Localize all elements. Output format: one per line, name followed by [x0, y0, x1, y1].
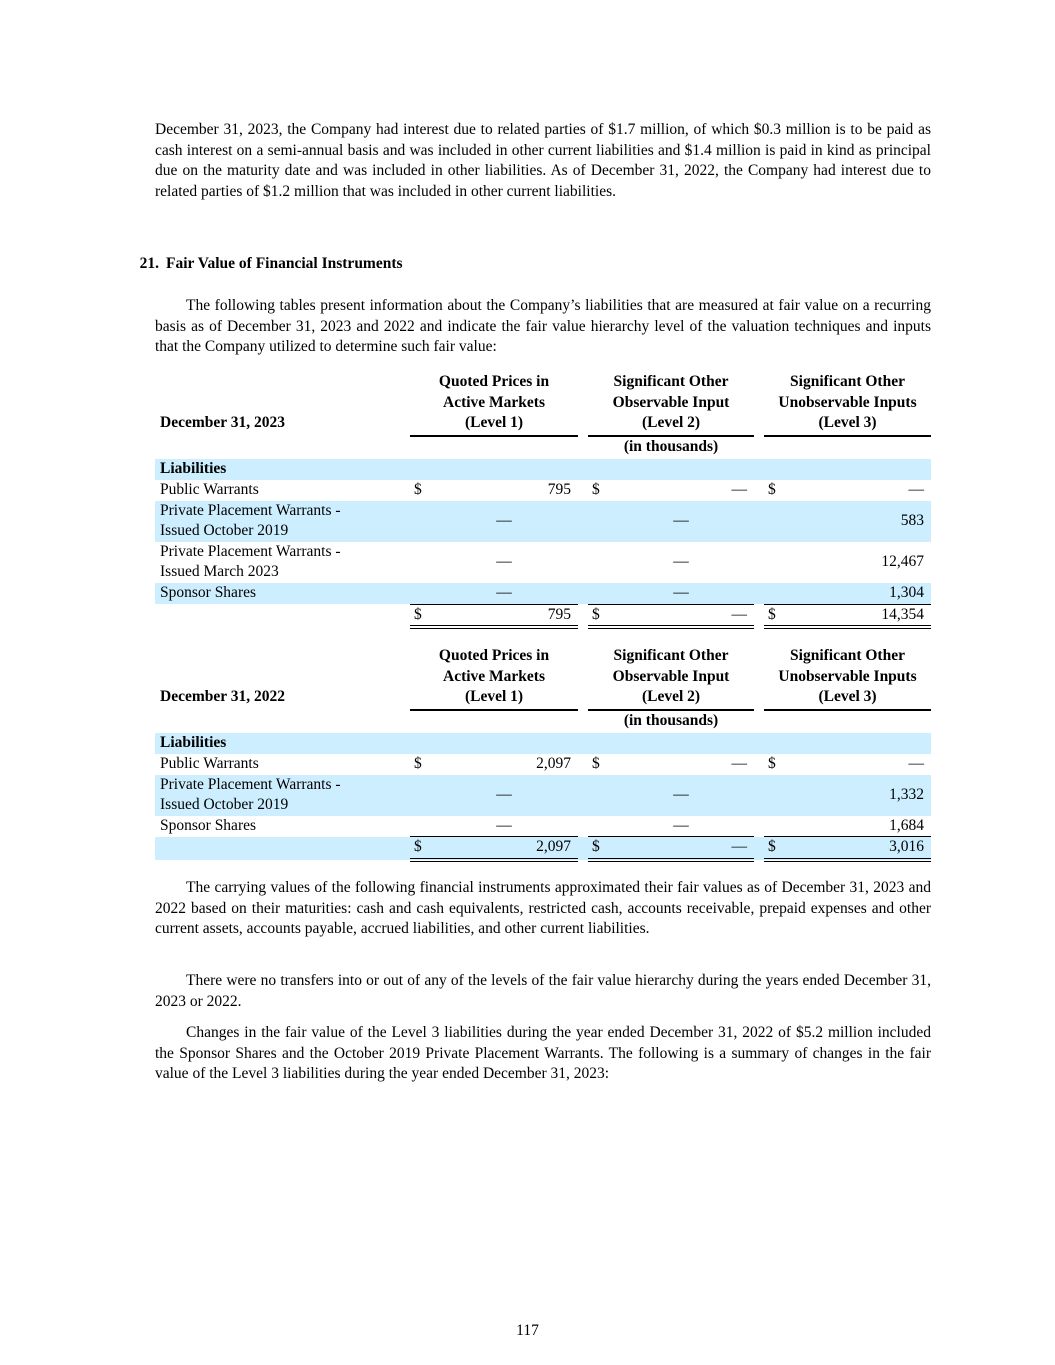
table-row: Private Placement Warrants - Issued October 2019 — — 583	[155, 501, 931, 542]
units-label: (in thousands)	[623, 437, 719, 455]
table-row: Sponsor Shares — — 1,304	[155, 583, 931, 604]
column-header-level1: Quoted Prices in Active Markets (Level 1)	[410, 646, 578, 710]
level3-changes-paragraph: Changes in the fair value of the Level 3 liabilities during the year ended December 31, 2022 of $5.2 million included the Sponsor Shares and the October 2019 Private Placement Warrants. The following is a summary of changes in the fair value of the Level 3 liabilities during the year ended December 31, 2023:	[155, 1024, 931, 1083]
section-row-liabilities: Liabilities	[155, 459, 931, 480]
fair-value-table-2023	[155, 372, 931, 629]
table-date-label: December 31, 2022	[160, 688, 285, 706]
column-header-level2: Significant Other Observable Input (Level 2)	[588, 646, 754, 710]
column-header-level3: Significant Other Unobservable Inputs (Level 3)	[764, 646, 931, 710]
units-label: (in thousands)	[623, 711, 719, 729]
column-header-level2: Significant Other Observable Input (Level 2)	[588, 372, 754, 436]
column-header-level1: Quoted Prices in Active Markets (Level 1)	[410, 372, 578, 436]
carrying-values-paragraph: The carrying values of the following financial instruments approximated their fair values as of December 31, 2023 and 2022 based on their maturities: cash and cash equivalents, restricted cash, accounts receivable, prepaid expenses and other current assets, accounts payable, accrued liabilities, and other current liabilities.	[155, 879, 931, 938]
intro-paragraph: December 31, 2023, the Company had interest due to related parties of $1.7 million, of which $0.3 million is to be paid as cash interest on a semi-annual basis and was included in other current liabilities and $1.4 million is paid in kind as principal due on the maturity date and was included in other liabilities. As of December 31, 2022, the Company had interest due to related parties of $1.2 million that was included in other current liabilities.	[155, 121, 931, 200]
section-number: 21.	[139, 255, 159, 272]
transfers-paragraph: There were no transfers into or out of any of the levels of the fair value hierarchy during the years ended December 31, 2023 or 2022.	[155, 972, 931, 1010]
fair-value-table-2022	[155, 646, 931, 862]
table-header-row	[155, 372, 931, 436]
table-row: Public Warrants $ 795 $ — $ —	[160, 480, 924, 498]
table-row: Public Warrants $ 2,097 $ — $ —	[160, 754, 924, 772]
table-row: Private Placement Warrants - Issued March 2023 — — 12,467	[160, 542, 924, 581]
section-title: Fair Value of Financial Instruments	[166, 255, 403, 272]
units-row	[155, 436, 931, 458]
table-row: Private Placement Warrants - Issued October 2019 — — 1,332	[155, 775, 931, 816]
section-intro-paragraph: The following tables present information about the Company’s liabilities that are measured at fair value on a recurring basis as of December 31, 2023 and 2022 and indicate the fair value hierarchy level of the valuation techniques and inputs that the Company utilized to determine such fair value:	[155, 297, 931, 356]
section-heading	[122, 255, 403, 273]
total-row: $ 2,097 $ — $ 3,016	[155, 837, 931, 860]
section-row-liabilities: Liabilities	[155, 733, 931, 754]
table-row: Sponsor Shares — — 1,684	[160, 816, 924, 834]
table-date-label: December 31, 2023	[160, 414, 285, 432]
total-row: $ 795 $ — $ 14,354	[155, 604, 931, 627]
table-header-row	[155, 646, 931, 710]
units-row	[155, 710, 931, 732]
column-header-level3: Significant Other Unobservable Inputs (Level 3)	[764, 372, 931, 436]
page-number: 117	[516, 1322, 539, 1339]
